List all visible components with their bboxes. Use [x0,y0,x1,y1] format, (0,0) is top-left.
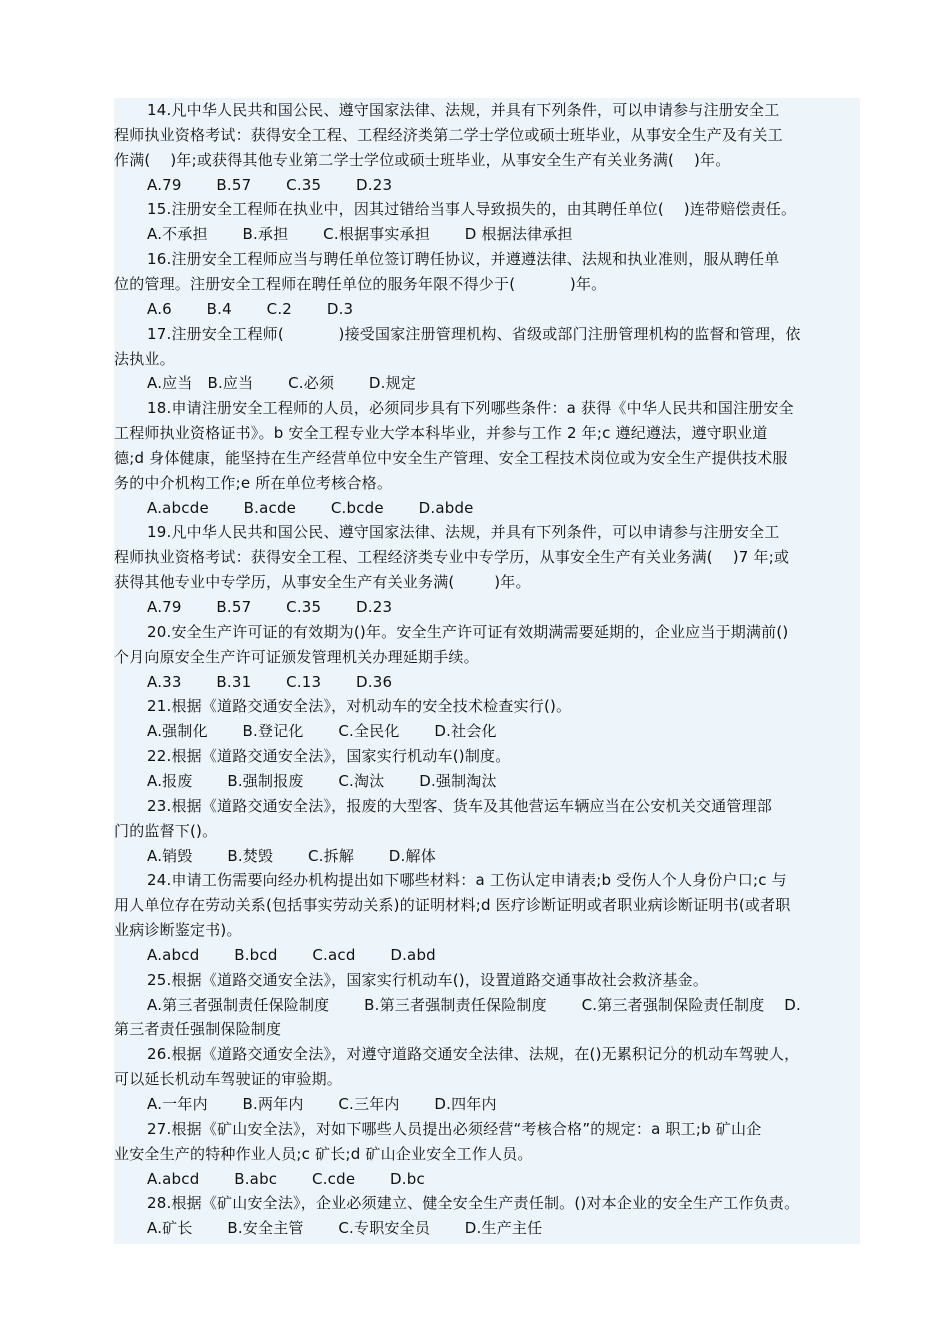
text-line: A.报废 B.强制报废 C.淘汰 D.强制淘汰 [147,771,497,790]
text-line: 用人单位存在劳动关系(包括事实劳动关系)的证明材料;d 医疗诊断证明或者职业病诊断证明书(或者职 [114,896,791,915]
text-line: 14.凡中华人民共和国公民、遵守国家法律、法规，并具有下列条件，可以申请参与注册安全工 [147,101,780,119]
text-line: A.33 B.31 C.13 D.36 [147,672,393,691]
text-line: 20.安全生产许可证的有效期为()年。安全生产许可证有效期满需要延期的，企业应当于期满前() [147,622,789,641]
text-line: A.应当 B.应当 C.必须 D.规定 [147,374,417,393]
text-line: A.79 B.57 C.35 D.23 [147,598,393,616]
text-line: 18.申请注册安全工程师的人员，必须同步具有下列哪些条件：a 获得《中华人民共和国注册安全 [147,399,794,418]
text-line: A.6 B.4 C.2 D.3 [147,299,354,318]
text-line: 程师执业资格考试：获得安全工程、工程经济类第二学士学位或硕士班毕业，从事安全生产及有关工 [114,125,783,144]
text-line: 17.注册安全工程师( )接受国家注册管理机构、省级或部门注册管理机构的监督和管理，依 [147,324,801,343]
text-line: 务的中介机构工作;e 所在单位考核合格。 [114,473,393,492]
text-line: A.矿长 B.安全主管 C.专职安全员 D.生产主任 [147,1219,543,1238]
text-line: A.一年内 B.两年内 C.三年内 D.四年内 [147,1095,497,1113]
text-line: A.强制化 B.登记化 C.全民化 D.社会化 [147,722,497,741]
text-line: A.abcd B.abc C.cde D.bc [147,1169,425,1188]
text-line: 27.根据《矿山安全法》，对如下哪些人员提出必须经营“考核合格”的规定：a 职工;b 矿山企 [147,1119,762,1138]
text-line: 15.注册安全工程师在执业中，因其过错给当事人导致损失的，由其聘任单位( )连带赔偿责任。 [147,200,797,219]
text-line: A.abcde B.acde C.bcde D.abde [147,498,474,517]
text-line: 门的监督下()。 [114,821,218,840]
text-line: 可以延长机动车驾驶证的审验期。 [114,1070,343,1089]
text-line: 程师执业资格考试：获得安全工程、工程经济类专业中专学历，从事安全生产有关业务满( )7 年;或 [114,548,790,567]
text-line: A.79 B.57 C.35 D.23 [147,175,393,194]
document-body [114,98,860,1244]
text-line: 作满( )年;或获得其他专业第二学士学位或硕士班毕业，从事安全生产有关业务满( )年。 [114,150,731,169]
text-line: 25.根据《道路交通安全法》，国家实行机动车()，设置道路交通事故社会救济基金。 [147,970,709,989]
text-line: 26.根据《道路交通安全法》，对遵守道路交通安全法律、法规，在()无累积记分的机动车驾驶人， [147,1045,800,1064]
text-line: 德;d 身体健康，能坚持在生产经营单位中安全生产管理、安全工程技术岗位或为安全生产提供技术服 [114,448,788,467]
text-line: 业安全生产的特种作业人员;c 矿长;d 矿山企业安全工作人员。 [114,1144,533,1163]
text-line: A.不承担 B.承担 C.根据事实承担 D 根据法律承担 [147,225,573,244]
text-line: 第三者责任强制保险制度 [114,1020,282,1039]
text-line: 法执业。 [114,349,175,368]
text-line: 工程师执业资格证书》。b 安全工程专业大学本科毕业，并参与工作 2 年;c 遵纪遵法，遵守职业道 [114,424,768,443]
text-line: 个月向原安全生产许可证颁发管理机关办理延期手续。 [114,647,479,666]
text-line: 获得其他专业中专学历，从事安全生产有关业务满( )年。 [114,573,531,592]
text-line: 16.注册安全工程师应当与聘任单位签订聘任协议，并遵遵法律、法规和执业准则，服从聘任单 [147,250,780,269]
text-line: 23.根据《道路交通安全法》，报废的大型客、货车及其他营运车辆应当在公安机关交通管理部 [147,796,772,815]
text-line: 位的管理。注册安全工程师在聘任单位的服务年限不得少于( )年。 [114,274,607,293]
text-line: 24.申请工伤需要向经办机构提出如下哪些材料：a 工伤认定申请表;b 受伤人个人身份户口;c 与 [147,871,787,890]
text-line: 19.凡中华人民共和国公民、遵守国家法律、法规，并具有下列条件，可以申请参与注册安全工 [147,523,780,542]
text-line: A.abcd B.bcd C.acd D.abd [147,945,436,964]
text-line: A.销毁 B.焚毁 C.拆解 D.解体 [147,846,436,865]
text-line: A.第三者强制责任保险制度 B.第三者强制责任保险制度 C.第三者强制保险责任制度 D. [147,995,802,1014]
text-line: 28.根据《矿山安全法》，企业必须建立、健全安全生产责任制。()对本企业的安全生产工作负责。 [147,1194,800,1213]
text-line: 22.根据《道路交通安全法》，国家实行机动车()制度。 [147,747,511,766]
text-line: 业病诊断鉴定书)。 [114,921,242,940]
text-line: 21.根据《道路交通安全法》，对机动车的安全技术检查实行()。 [147,697,572,716]
